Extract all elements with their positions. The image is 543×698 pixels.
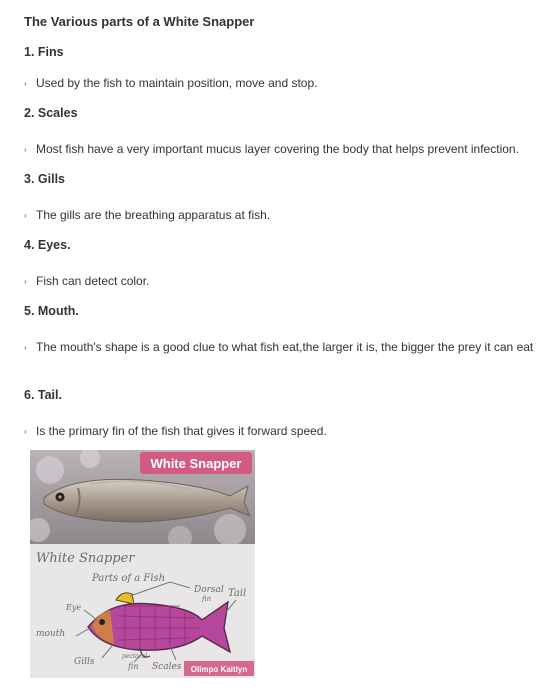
label-dorsal-fin: fin — [202, 595, 212, 603]
bullet-icon: › — [24, 211, 27, 220]
list-item — [24, 424, 327, 438]
section-heading-fins: 1. Fins — [24, 45, 64, 59]
section-heading-gills: 3. Gills — [24, 172, 65, 186]
credit-text: Olimpo Kaitlyn — [190, 665, 248, 674]
section-text: Fish can detect color. — [36, 274, 150, 288]
credit-badge — [184, 661, 254, 676]
label-pectoral: pectoral — [122, 653, 148, 660]
list-item — [24, 274, 149, 288]
label-gills: Gills — [74, 657, 95, 667]
fish-drawing — [30, 544, 255, 678]
list-item — [24, 142, 519, 156]
label-dorsal: Dorsal — [194, 585, 224, 595]
drawing-subtitle: Parts of a Fish — [92, 573, 166, 584]
bullet-icon: › — [24, 343, 27, 352]
section-text: Used by the fish to maintain position, move and stop. — [36, 76, 318, 90]
section-text: The gills are the breathing apparatus at fish. — [36, 208, 271, 222]
bullet-icon: › — [24, 427, 27, 436]
white-snapper-image — [30, 450, 255, 678]
bullet-icon: › — [24, 145, 27, 154]
section-text: Is the primary fin of the fish that gives it forward speed. — [36, 424, 327, 438]
label-tail: Tail — [228, 588, 247, 599]
drawing-title: White Snapper — [36, 551, 135, 566]
section-heading-eyes: 4. Eyes. — [24, 238, 71, 252]
banner-text: White Snapper — [150, 456, 242, 471]
page-title: The Various parts of a White Snapper — [24, 14, 255, 29]
list-item — [24, 208, 270, 222]
section-text: The mouth's shape is a good clue to what fish eat,the larger it is, the bigger the prey it can eat — [36, 340, 534, 354]
banner-badge — [140, 452, 252, 474]
label-pectoral-fin: fin — [128, 662, 139, 671]
section-text: Most fish have a very important mucus layer covering the body that helps prevent infection. — [36, 142, 519, 156]
section-heading-mouth: 5. Mouth. — [24, 304, 79, 318]
bullet-icon: › — [24, 79, 27, 88]
label-mouth: mouth — [36, 629, 66, 639]
list-item — [24, 76, 318, 90]
section-heading-scales: 2. Scales — [24, 106, 78, 120]
section-heading-tail: 6. Tail. — [24, 388, 62, 402]
label-eye: Eye — [66, 603, 82, 612]
label-scales: Scales — [152, 662, 182, 672]
bullet-icon: › — [24, 277, 27, 286]
list-item — [24, 340, 533, 354]
